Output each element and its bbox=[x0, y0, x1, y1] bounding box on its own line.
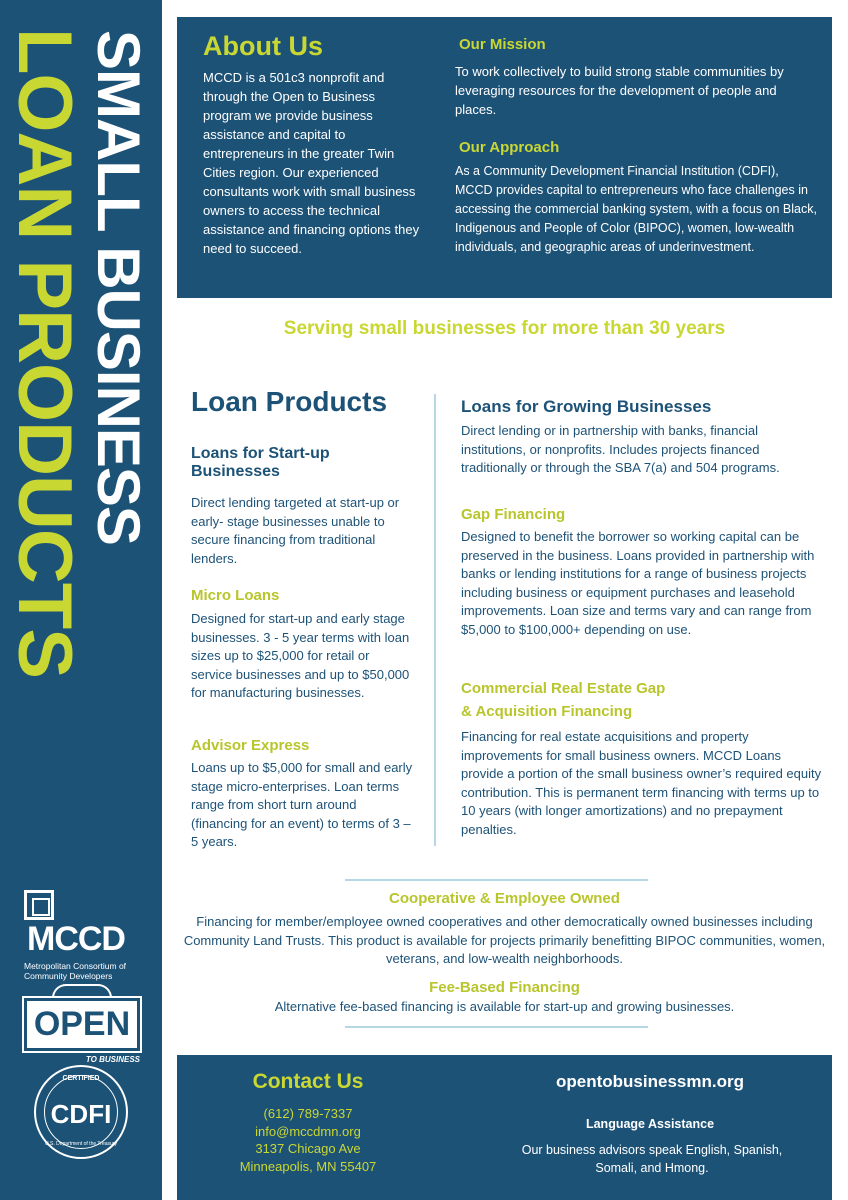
language-assistance-text: Our business advisors speak English, Spanish, Somali, and Hmong. bbox=[521, 1143, 783, 1175]
open-to-business-logo bbox=[24, 984, 140, 1064]
mccd-logo-wordmark: MCCD bbox=[27, 920, 125, 958]
divider-top bbox=[345, 879, 648, 881]
column-divider bbox=[434, 394, 436, 846]
about-us-text: MCCD is a 501c3 nonprofit and through the Open to Business program we provide business assistance and capital to entrepreneurs in the greater Twin Cities region. Our experienced consultants work with small business owners to access the technical assistance and financing options they need to succeed. bbox=[203, 70, 420, 256]
cooperative-text: Financing for member/employee owned cooperatives and other democratically owned businesses including Community Land Trusts. This product is available for projects primarily benefitting BIPOC communities, women, veterans, and low-wealth neighborhoods. bbox=[183, 914, 826, 966]
open-sign-text: OPEN bbox=[24, 998, 140, 1051]
about-us-panel bbox=[177, 17, 832, 298]
cdfi-certified-text: CERTIFIED bbox=[62, 1075, 100, 1082]
micro-loans-text: Designed for start-up and early stage businesses. 3 - 5 year terms with loan sizes up to $25,000 for retail or service businesses and up to $50,000 for manufacturing businesses. bbox=[191, 611, 410, 700]
about-us-heading: About Us bbox=[203, 31, 323, 61]
contact-heading: Contact Us bbox=[252, 1070, 364, 1093]
title-loan-products: LOAN PRODUCTS bbox=[2, 28, 87, 678]
contact-street: 3137 Chicago Ave bbox=[255, 1141, 361, 1156]
loan-products-heading: Loan Products bbox=[191, 386, 388, 417]
fee-based-heading: Fee-Based Financing bbox=[429, 979, 580, 996]
sign-hanger-icon bbox=[52, 984, 112, 998]
approach-text: As a Community Development Financial Institution (CDFI), MCCD provides capital to entrepreneurs who face challenges in accessing the commercial banking system, with a focus on Black, Indigenous and People of Color (BIPOC), women, low-wealth individuals, and geographic areas of underinvestment. bbox=[455, 164, 817, 254]
advisor-express-heading: Advisor Express bbox=[191, 737, 310, 754]
cre-heading-line1: Commercial Real Estate Gap bbox=[461, 680, 666, 697]
growing-loans-heading: Loans for Growing Businesses bbox=[461, 397, 712, 416]
mccd-square-icon bbox=[24, 890, 54, 920]
mccd-subtitle: Metropolitan Consortium of Community Developers bbox=[24, 961, 127, 982]
cdfi-seal-text: CDFI bbox=[50, 1099, 112, 1129]
startup-loans-text: Direct lending targeted at start-up or early- stage businesses unable to secure financing from traditional lenders. bbox=[191, 495, 400, 566]
tagline: Serving small businesses for more than 30 years bbox=[283, 318, 726, 339]
approach-heading: Our Approach bbox=[459, 139, 560, 156]
website-link[interactable]: opentobusinessmn.org bbox=[556, 1072, 744, 1091]
cdfi-treasury-text: U.S. Department of the Treasury bbox=[45, 1141, 117, 1147]
gap-financing-text: Designed to benefit the borrower so working capital can be preserved in the business. Loans provided in partnership with banks or lending institutions for a range of business projects including business or equipment purchases and leasehold improvements. Loan size and terms vary and can range from $5,000 to $100,000+ depending on use. bbox=[461, 529, 815, 637]
mccd-logo bbox=[24, 890, 142, 981]
cooperative-heading: Cooperative & Employee Owned bbox=[389, 890, 620, 907]
growing-loans-text: Direct lending or in partnership with banks, financial institutions, or nonprofits. Includes projects financed traditionally or through the SBA 7(a) and 504 programs. bbox=[461, 423, 780, 475]
fee-based-text: Alternative fee-based financing is available for start-up and growing businesses. bbox=[274, 999, 735, 1014]
divider-bottom bbox=[345, 1026, 648, 1028]
open-sign-subtitle: TO BUSINESS bbox=[85, 1055, 140, 1064]
contact-panel bbox=[177, 1055, 832, 1200]
contact-email[interactable]: info@mccdmn.org bbox=[255, 1123, 361, 1139]
contact-phone[interactable]: (612) 789-7337 bbox=[263, 1106, 353, 1121]
gap-financing-heading: Gap Financing bbox=[461, 506, 566, 523]
cdfi-seal-logo bbox=[34, 1065, 128, 1159]
cre-financing-text: Financing for real estate acquisitions and property improvements for small business owners. MCCD Loans provide a portion of the small business owner’s required equity contribution. This is permanent term financing with terms up to 10 years (with longer amortizations) and no prepayment penalties. bbox=[461, 729, 822, 837]
mission-heading: Our Mission bbox=[459, 36, 546, 53]
micro-loans-heading: Micro Loans bbox=[191, 587, 280, 604]
sidebar bbox=[0, 0, 162, 1200]
cre-heading-line2: & Acquisition Financing bbox=[461, 703, 633, 720]
title-small-business: SMALL BUSINESS bbox=[85, 30, 152, 545]
mission-text: To work collectively to build strong stable communities by leveraging resources for the development of people and places. bbox=[455, 64, 784, 117]
language-assistance-heading: Language Assistance bbox=[585, 1117, 715, 1131]
contact-city: Minneapolis, MN 55407 bbox=[239, 1158, 377, 1174]
advisor-express-text: Loans up to $5,000 for small and early stage micro-enterprises. Loan terms range from short turn around (financing for an event) to terms of 3 – 5 years. bbox=[191, 760, 413, 849]
contact-details bbox=[177, 1105, 439, 1175]
startup-loans-heading: Loans for Start-up Businesses bbox=[191, 445, 330, 480]
